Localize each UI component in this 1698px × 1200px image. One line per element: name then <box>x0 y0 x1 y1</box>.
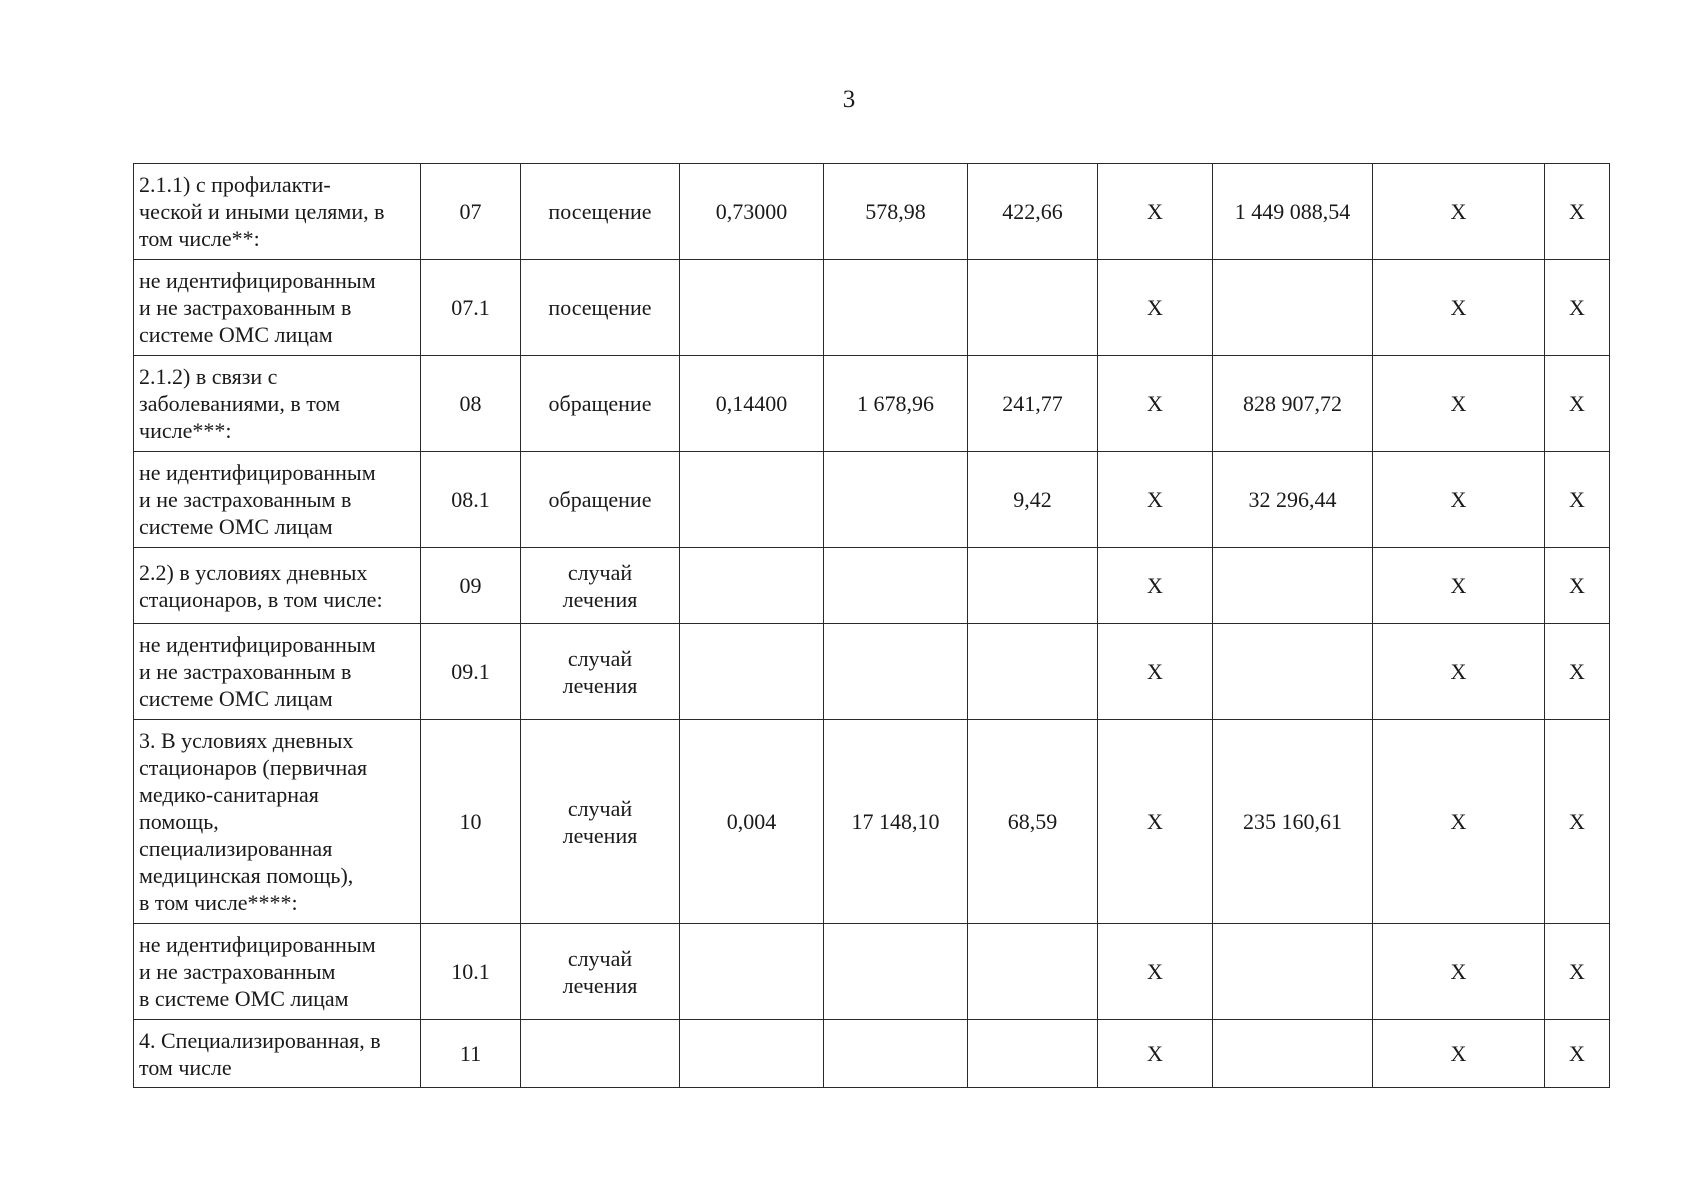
row-code-cell: 09.1 <box>421 624 521 720</box>
page-number: 3 <box>842 86 856 113</box>
table-row <box>134 1020 1610 1088</box>
row-name-line: ческой и иными целями, в <box>139 199 385 224</box>
row-name-line: стационаров, в том числе: <box>139 586 383 612</box>
table-row <box>134 452 1610 548</box>
row-col9-cell: X <box>1373 924 1545 1020</box>
row-norm-cell <box>680 452 824 548</box>
row-unit-line: случай <box>567 945 633 971</box>
row-per-capita-cell <box>968 1020 1098 1088</box>
row-name-line: числе***: <box>139 418 232 443</box>
row-cost-cell <box>824 1020 968 1088</box>
row-col10-cell: X <box>1545 164 1610 260</box>
row-name-cell <box>134 924 421 1020</box>
row-unit-line: обращение <box>548 487 652 512</box>
row-col10-cell: X <box>1545 452 1610 548</box>
row-col7-cell: X <box>1098 548 1213 624</box>
row-unit-cell <box>521 260 680 356</box>
row-unit-cell <box>521 924 680 1020</box>
row-per-capita-cell <box>968 260 1098 356</box>
row-col7-cell: X <box>1098 164 1213 260</box>
row-col9-cell: X <box>1373 1020 1545 1088</box>
row-total-cell <box>1213 924 1373 1020</box>
row-col7-cell: X <box>1098 260 1213 356</box>
row-code-cell: 08 <box>421 356 521 452</box>
row-unit-line: лечения <box>562 972 638 998</box>
row-norm-cell <box>680 624 824 720</box>
row-col9-cell: X <box>1373 624 1545 720</box>
row-name-cell <box>134 624 421 720</box>
row-cost-cell: 17 148,10 <box>824 720 968 924</box>
row-col7-cell: X <box>1098 924 1213 1020</box>
row-unit-cell <box>521 164 680 260</box>
row-name-line: не идентифицированным <box>139 932 376 957</box>
row-name-cell <box>134 1020 421 1088</box>
row-code-cell: 09 <box>421 548 521 624</box>
table-row <box>134 260 1610 356</box>
row-name-line: системе ОМС лицам <box>139 686 333 711</box>
row-per-capita-cell: 422,66 <box>968 164 1098 260</box>
row-name-line: в системе ОМС лицам <box>139 986 349 1011</box>
row-cost-cell <box>824 548 968 624</box>
row-name-cell <box>134 452 421 548</box>
row-name-cell <box>134 260 421 356</box>
row-norm-cell <box>680 260 824 356</box>
row-col10-cell: X <box>1545 720 1610 924</box>
row-per-capita-cell <box>968 548 1098 624</box>
row-cost-cell <box>824 924 968 1020</box>
row-unit-cell <box>521 548 680 624</box>
row-unit-line: случай <box>567 645 633 671</box>
row-name-line: 2.2) в условиях дневных <box>139 559 368 585</box>
row-name-line: том числе <box>139 1054 232 1080</box>
row-total-cell: 235 160,61 <box>1213 720 1373 924</box>
row-per-capita-cell: 241,77 <box>968 356 1098 452</box>
row-name-line: помощь, <box>139 809 219 834</box>
row-name-line: в том числе****: <box>139 890 298 915</box>
row-per-capita-cell <box>968 624 1098 720</box>
row-per-capita-cell: 9,42 <box>968 452 1098 548</box>
row-name-cell <box>134 164 421 260</box>
row-norm-cell: 0,73000 <box>680 164 824 260</box>
row-col10-cell: X <box>1545 624 1610 720</box>
row-name-line: и не застрахованным в <box>139 487 352 512</box>
row-total-cell: 828 907,72 <box>1213 356 1373 452</box>
row-col9-cell: X <box>1373 452 1545 548</box>
row-name-line: стационаров (первичная <box>139 755 368 780</box>
row-col7-cell: X <box>1098 720 1213 924</box>
row-col10-cell: X <box>1545 260 1610 356</box>
row-unit-line: обращение <box>548 391 652 416</box>
row-unit-cell <box>521 1020 680 1088</box>
row-name-cell <box>134 720 421 924</box>
row-name-line: и не застрахованным в <box>139 295 352 320</box>
row-unit-cell <box>521 720 680 924</box>
row-name-line: 2.1.2) в связи с <box>139 364 278 389</box>
row-name-line: медицинская помощь), <box>139 863 354 888</box>
table-body <box>134 164 1610 1088</box>
row-name-line: 2.1.1) с профилакти- <box>139 172 331 197</box>
row-total-cell <box>1213 548 1373 624</box>
row-norm-cell: 0,004 <box>680 720 824 924</box>
row-name-line: и не застрахованным в <box>139 659 352 684</box>
table-row <box>134 720 1610 924</box>
row-cost-cell: 578,98 <box>824 164 968 260</box>
row-name-line: системе ОМС лицам <box>139 322 333 347</box>
row-per-capita-cell <box>968 924 1098 1020</box>
row-total-cell <box>1213 624 1373 720</box>
row-per-capita-cell: 68,59 <box>968 720 1098 924</box>
row-unit-line: лечения <box>562 586 638 612</box>
row-code-cell: 08.1 <box>421 452 521 548</box>
row-name-line: медико-санитарная <box>139 782 319 807</box>
row-unit-cell <box>521 452 680 548</box>
row-code-cell: 10 <box>421 720 521 924</box>
row-name-cell <box>134 356 421 452</box>
row-cost-cell <box>824 452 968 548</box>
row-cost-cell <box>824 624 968 720</box>
row-name-line: и не застрахованным <box>139 959 336 984</box>
row-name-line: том числе**: <box>139 226 260 251</box>
row-unit-line: лечения <box>562 822 638 848</box>
row-cost-cell: 1 678,96 <box>824 356 968 452</box>
row-col9-cell: X <box>1373 356 1545 452</box>
table-row <box>134 624 1610 720</box>
table-row <box>134 356 1610 452</box>
row-col10-cell: X <box>1545 356 1610 452</box>
row-unit-cell <box>521 356 680 452</box>
row-col9-cell: X <box>1373 164 1545 260</box>
row-col9-cell: X <box>1373 720 1545 924</box>
row-unit-cell <box>521 624 680 720</box>
row-code-cell: 11 <box>421 1020 521 1088</box>
row-unit-line: посещение <box>548 295 652 320</box>
row-col7-cell: X <box>1098 452 1213 548</box>
row-name-line: системе ОМС лицам <box>139 514 333 539</box>
row-total-cell: 32 296,44 <box>1213 452 1373 548</box>
table-row <box>134 924 1610 1020</box>
row-code-cell: 07.1 <box>421 260 521 356</box>
row-unit-line: случай <box>567 559 633 585</box>
row-name-line: не идентифицированным <box>139 460 376 485</box>
row-name-line: 4. Специализированная, в <box>139 1027 381 1053</box>
row-cost-cell <box>824 260 968 356</box>
row-code-cell: 10.1 <box>421 924 521 1020</box>
row-name-line: не идентифицированным <box>139 632 376 657</box>
row-col7-cell: X <box>1098 624 1213 720</box>
row-name-line: заболеваниями, в том <box>139 391 341 416</box>
row-col7-cell: X <box>1098 1020 1213 1088</box>
row-col9-cell: X <box>1373 260 1545 356</box>
row-name-line: специализированная <box>139 836 333 861</box>
row-unit-line: лечения <box>562 672 638 698</box>
row-name-line: не идентифицированным <box>139 268 376 293</box>
row-total-cell: 1 449 088,54 <box>1213 164 1373 260</box>
table-row <box>134 164 1610 260</box>
row-norm-cell: 0,14400 <box>680 356 824 452</box>
row-code-cell: 07 <box>421 164 521 260</box>
row-norm-cell <box>680 924 824 1020</box>
table-row <box>134 548 1610 624</box>
row-unit-line: случай <box>567 795 633 821</box>
row-unit-line: посещение <box>548 199 652 224</box>
row-col10-cell: X <box>1545 924 1610 1020</box>
row-total-cell <box>1213 260 1373 356</box>
row-col7-cell: X <box>1098 356 1213 452</box>
row-col10-cell: X <box>1545 1020 1610 1088</box>
row-name-line: 3. В условиях дневных <box>139 728 354 753</box>
row-col9-cell: X <box>1373 548 1545 624</box>
financing-table <box>133 163 1610 1088</box>
row-total-cell <box>1213 1020 1373 1088</box>
row-norm-cell <box>680 548 824 624</box>
row-name-cell <box>134 548 421 624</box>
row-norm-cell <box>680 1020 824 1088</box>
row-col10-cell: X <box>1545 548 1610 624</box>
